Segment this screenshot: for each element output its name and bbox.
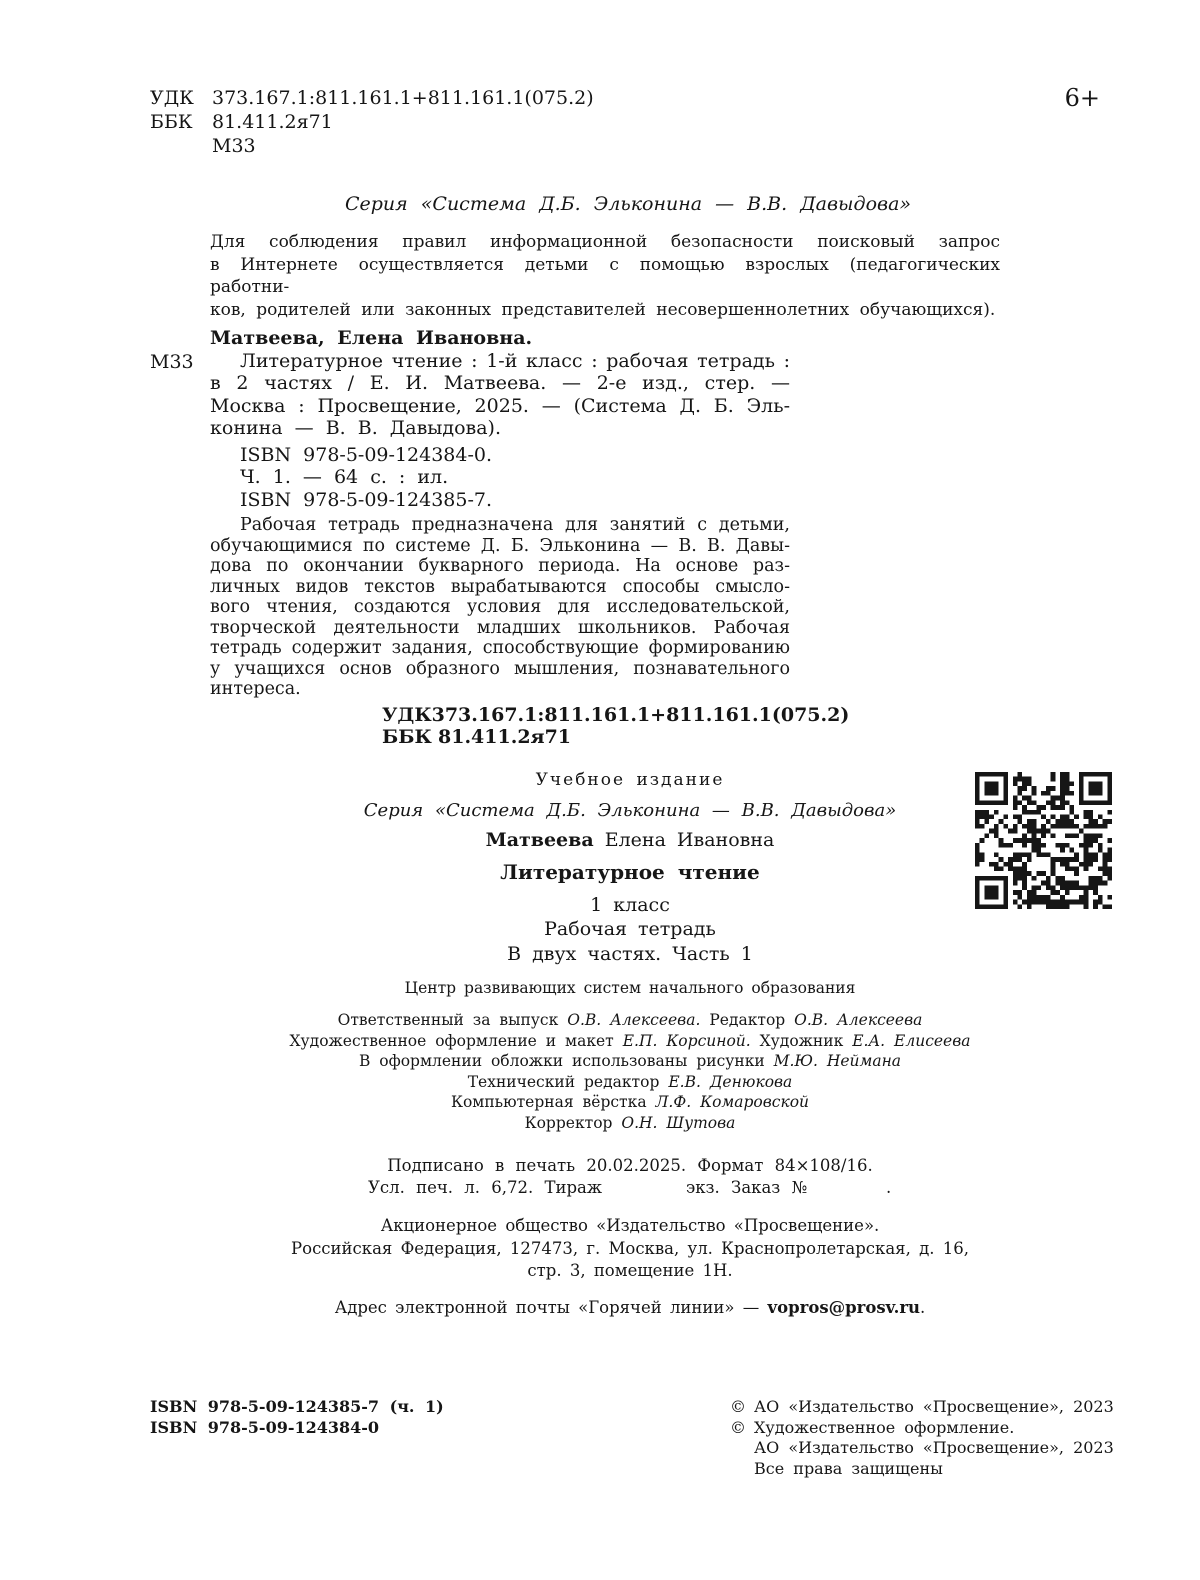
catalog-card (210, 327, 850, 749)
copyright-line: АО «Издательство «Просвещение», 2023 (754, 1438, 1114, 1457)
catalog-description-line: конина — В. В. Давыдова). (210, 417, 502, 439)
catalog-udk-label: УДК (382, 703, 432, 726)
credit-line (0, 1010, 1200, 1031)
print-details (368, 1178, 898, 1200)
edition-series: Серия «Система Д.Б. Эльконина — В.В. Давыдова» (363, 800, 897, 821)
credit-name: Е.А. Елисеева (852, 1031, 971, 1050)
catalog-udk-value: 373.167.1:811.161.1+811.161.1(075.2) (431, 703, 850, 726)
hotline (0, 1298, 1200, 1317)
credit-role: В оформлении обложки использованы рисунки (358, 1052, 765, 1070)
bbk-value: 81.411.2я71 (212, 111, 333, 133)
credit-role: Редактор (709, 1011, 786, 1029)
hotline-label: Адрес электронной почты «Горячей линии» — (334, 1298, 760, 1317)
credit-role: Художник (759, 1031, 844, 1050)
classification-codes (150, 86, 594, 158)
print-end: . (886, 1178, 892, 1197)
publisher-info (0, 1215, 1200, 1283)
copyright (730, 1397, 1114, 1479)
publisher-line: Акционерное общество «Издательство «Просвещение». (380, 1216, 880, 1235)
catalog-author: Матвеева, Елена Ивановна. (210, 327, 533, 349)
credits (0, 1010, 1200, 1133)
annotation-line: личных видов текстов вырабатываются способы смысло- (210, 576, 790, 597)
credit-line (0, 1031, 1200, 1052)
annotation-line: у учащихся основ образного мышления, познавательного (210, 658, 790, 679)
credit-name: Л.Ф. Комаровской (655, 1093, 810, 1111)
bbk-label: ББК (150, 111, 193, 133)
credit-name: Е.П. Корсиной. (622, 1031, 751, 1050)
credit-name: М.Ю. Неймана (773, 1052, 902, 1070)
copyright-icon: © (730, 1397, 746, 1416)
annotation-line: вого чтения, создаются условия для исследовательской, (210, 597, 790, 617)
catalog-bbk-value: 81.411.2я71 (438, 726, 572, 748)
edition-center: Центр развивающих систем начального образования (404, 979, 856, 997)
series-title: Серия «Система Д.Б. Эльконина — В.В. Давыдова» (344, 193, 912, 215)
footer-isbn (150, 1397, 444, 1438)
catalog-part-info: Ч. 1. — 64 с. : ил. (240, 466, 449, 488)
rights-reserved: Все права защищены (754, 1458, 943, 1478)
credit-line (0, 1072, 1200, 1093)
edition-author-surname: Матвеева (485, 829, 594, 851)
footer-isbn-part: ISBN 978-5-09-124385-7 (ч. 1) (150, 1397, 444, 1416)
udk-value: 373.167.1:811.161.1+811.161.1(075.2) (212, 87, 594, 109)
print-sheets: Усл. печ. л. 6,72. Тираж (368, 1178, 603, 1197)
credit-role: Технический редактор (467, 1072, 660, 1091)
annotation-line: тетрадь содержит задания, способствующие формированию (210, 638, 790, 658)
credit-role: Художественное оформление и макет (289, 1031, 614, 1050)
credit-role: Компьютерная вёрстка (450, 1093, 647, 1111)
catalog-isbn-set: ISBN 978-5-09-124384-0. (240, 443, 493, 466)
catalog-description-line: Литературное чтение : 1-й класс : рабочая тетрадь : (240, 349, 790, 372)
copyright-icon: © (730, 1417, 746, 1437)
notice-line: Для соблюдения правил информационной безопасности поисковый запрос (210, 232, 1000, 252)
catalog-bbk-label: ББК (382, 726, 432, 748)
copyright-line: АО «Издательство «Просвещение», 2023 (754, 1397, 1114, 1416)
catalog-description-line: Москва : Просвещение, 2025. — (Система Д. Б. Эль- (210, 394, 790, 417)
credit-line (0, 1113, 1200, 1134)
edition-title: Литературное чтение (500, 860, 760, 884)
credit-line (0, 1051, 1200, 1072)
edition-type: Учебное издание (535, 770, 725, 790)
credit-name: Е.В. Денюкова (668, 1072, 793, 1091)
credit-role: Ответственный за выпуск (337, 1011, 559, 1029)
annotation-line: Рабочая тетрадь предназначена для занятий с детьми, (240, 515, 790, 535)
publisher-line: стр. 3, помещение 1Н. (527, 1261, 733, 1280)
info-security-notice (210, 231, 1000, 321)
catalog-annotation (210, 515, 790, 700)
credit-name: О.В. Алексеева (794, 1011, 923, 1029)
credit-line (0, 1092, 1200, 1113)
annotation-line: обучающимися по системе Д. Б. Эльконина — В. В. Давы- (210, 535, 790, 556)
udk-label: УДК (150, 87, 194, 109)
credit-role: Корректор (524, 1113, 613, 1132)
annotation-line: творческой деятельности младших школьников. Рабочая (210, 617, 790, 638)
hotline-email[interactable]: vopros@prosv.ru (767, 1298, 921, 1317)
footer-isbn-set: ISBN 978-5-09-124384-0 (150, 1417, 380, 1437)
notice-line: в Интернете осуществляется детьми с помощью взрослых (педагогических работни- (210, 254, 1000, 297)
qr-code-icon[interactable] (975, 772, 1112, 909)
edition-kind: Рабочая тетрадь (544, 918, 716, 940)
annotation-line: интереса. (210, 679, 301, 699)
copyright-line: Художественное оформление. (754, 1417, 1015, 1437)
annotation-line: дова по окончании букварного периода. На основе раз- (210, 556, 790, 576)
print-signed: Подписано в печать 20.02.2025. Формат 84×108/16. (387, 1156, 873, 1175)
edition-grade: 1 класс (590, 894, 670, 916)
notice-line: ков, родителей или законных представителей несовершеннолетних обучающихся). (210, 299, 996, 320)
age-rating: 6+ (1064, 84, 1100, 112)
credit-name: О.Н. Шутова (621, 1113, 736, 1132)
publisher-line: Российская Федерация, 127473, г. Москва, ул. Краснопролетарская, д. 16, (291, 1238, 969, 1258)
edition-parts: В двух частях. Часть 1 (507, 943, 753, 965)
print-copies: экз. Заказ № (686, 1178, 808, 1197)
author-mark: М33 (212, 135, 256, 157)
credit-name: О.В. Алексеева. (567, 1011, 701, 1029)
catalog-author-mark: М33 (150, 351, 194, 373)
hotline-end: . (920, 1298, 926, 1317)
catalog-codes (210, 703, 850, 749)
edition-author-name: Елена Ивановна (604, 829, 775, 851)
catalog-isbn-part: ISBN 978-5-09-124385-7. (240, 488, 493, 511)
catalog-description-line: в 2 частях / Е. И. Матвеева. — 2-е изд., стер. — (210, 372, 790, 394)
